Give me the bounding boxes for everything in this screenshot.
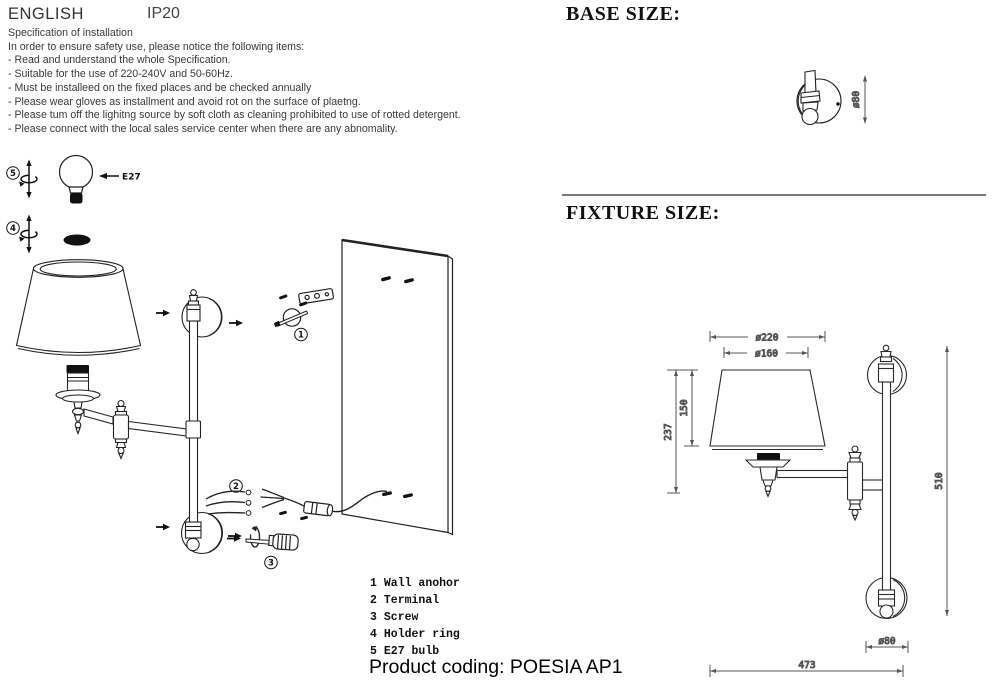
screwdriver-icon [269, 533, 299, 550]
base-diameter-dimension [851, 75, 867, 124]
terminal-block [303, 501, 333, 516]
spec-item: - Please connect with the local sales service center when there are any abnomality. [8, 122, 398, 135]
bulb-icon [60, 156, 93, 204]
step-5-number: 5 [10, 169, 16, 179]
pole-height-label: 510 [934, 472, 945, 490]
base-size-drawing [775, 50, 915, 160]
fixture-size-heading: FIXTURE SIZE: [566, 202, 720, 224]
spec-title: Specification of installation [8, 27, 133, 39]
part-item: 2 Terminal [370, 594, 440, 607]
step-4-holder-ring [7, 215, 91, 254]
shade-sketch [17, 260, 141, 356]
parts-list [370, 577, 460, 662]
wall-base-sketch [797, 71, 841, 125]
spec-item: - Please tum off the lighitng source by soft cloth as cleaning prohibited to use of rotted detergent. [8, 109, 461, 122]
part-item: 4 Holder ring [370, 628, 460, 641]
shade-bottom-diameter-label: ø220 [755, 332, 779, 344]
section-divider [562, 194, 986, 196]
part-item: 1 Wall anohor [370, 577, 460, 590]
installation-diagram [0, 145, 470, 580]
holder-arm-sketch [56, 365, 187, 459]
language-label: ENGLISH [8, 5, 84, 23]
step-5-bulb [7, 156, 141, 204]
holder-ring-icon [64, 235, 91, 246]
spec-item: - Please wear gloves as installment and avoid rot on the surface of plaetng. [8, 95, 361, 108]
spec-item: - Read and understand the whole Specification. [8, 54, 231, 67]
fixture-size-drawing [620, 328, 1000, 690]
ip-rating-label: IP20 [147, 5, 180, 22]
wall-cup-diameter-label: ø80 [878, 636, 896, 647]
shade-top-diameter-label: ø160 [755, 348, 778, 360]
product-coding: Product coding: POESIA AP1 [369, 656, 623, 678]
lamp-head-height-label: 237 [663, 423, 674, 441]
spec-intro: In order to ensure safety use, please notice the following items: [8, 40, 305, 53]
rotate-arrow-icon [19, 160, 37, 199]
pole-sketch [182, 290, 223, 554]
rotate-arrow-icon [19, 215, 37, 254]
base-size-heading: BASE SIZE: [566, 3, 681, 25]
step-4-number: 4 [10, 224, 16, 234]
step-3-number: 3 [268, 558, 274, 569]
e27-pointer-arrow-icon [99, 173, 107, 179]
part-item: 3 Screw [370, 611, 419, 624]
step-3-screw [227, 526, 298, 569]
overall-width-label: 473 [798, 660, 816, 671]
shade-height-label: 150 [679, 399, 690, 417]
base-diameter-label: ø80 [851, 90, 862, 109]
spec-item: - Must be installeed on the fixed places and be checked annually [8, 81, 312, 94]
spec-item: - Suitable for the use of 220-240V and 50-60Hz. [8, 68, 233, 81]
fixture-sketch [710, 345, 907, 618]
step-1-number: 1 [298, 330, 304, 341]
step-1-wall-anchor [274, 288, 334, 340]
wall-panel-sketch [342, 240, 453, 535]
bulb-type-label: E27 [122, 172, 141, 183]
specification-block [8, 27, 568, 137]
part-item: 5 E27 bulb [370, 645, 440, 658]
step-2-number: 2 [233, 482, 239, 492]
